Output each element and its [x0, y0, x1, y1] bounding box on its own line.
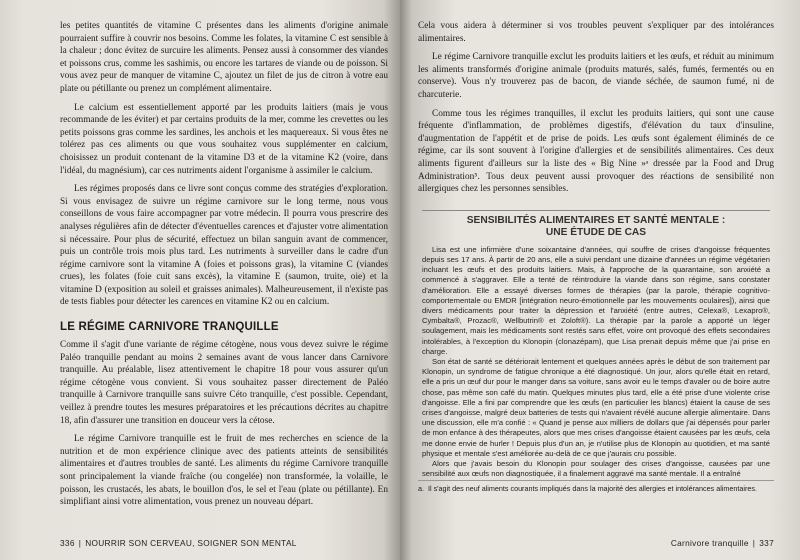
right-paragraph: Cela vous aidera à déterminer si vos troubles peuvent s'expliquer par des intolérances alimentaires.	[418, 21, 774, 44]
left-paragraph: Le régime Carnivore tranquille est le fruit de mes recherches en science de la nutrition et de mon expérience clinique avec des patients atteints de sensibilités alimentaires et d'autres troubles de santé. Les aliments du régime Carnivore tranquille sont principalement la viande fraîche (ou congelée) non transformée, la volaille, le poisson, les crustacés, les abats, le bouillon d'os, le sel et l'eau (plate ou pétillante). En simplifiant ainsi votre alimentation, vous prenez un nouveau départ.	[60, 434, 388, 508]
running-header: Carnivore tranquille	[670, 538, 749, 548]
right-page	[400, 0, 800, 560]
left-paragraph: les petites quantités de vitamine C présentes dans les aliments d'origine animale pourraient suffire à couvrir nos besoins. Comme les folates, la vitamine C est sensible à la chaleur ; donc évitez de surcuire les aliments. Pensez aussi à consommer des viandes et poissons crus, comme les sashimis, ou encore les tartares de viande ou de poisson. Si vous avez peur de manquer de vitamine C, ajoutez un filet de jus de citron à votre eau plate ou pétillante ou prenez un complément alimentaire.	[60, 21, 388, 94]
page-number: 337	[759, 538, 774, 548]
left-body-text-after	[60, 339, 388, 509]
right-paragraph: Comme tous les régimes tranquilles, il exclut les produits laitiers, qui sont une cause fréquente d'inflammation, de problèmes digestifs, d'élévation du taux d'insuline, d'augmentation de l'appétit et de prise de poids. Les œufs sont également éliminés de ce régime, car ils sont souvent à l'origine d'allergies et de sensibilités alimentaires. Ces deux aliments figurent d'ailleurs sur la liste des « Big Nine »ᵃ dressée par la Food and Drug Administration⁵. Tous deux peuvent aussi provoquer des réactions de sensibilité non allergiques chez les personnes sensibles.	[418, 108, 774, 195]
right-folio: Carnivore tranquille | 337	[670, 538, 774, 548]
running-header: NOURRIR SON CERVEAU, SOIGNER SON MENTAL	[85, 538, 297, 548]
page-number: 336	[60, 538, 75, 548]
case-study-box	[418, 210, 774, 480]
case-study-title-line-1: SENSIBILITÉS ALIMENTAIRES ET SANTÉ MENTALE :	[466, 214, 726, 226]
case-paragraph: Alors que j'avais besoin du Klonopin pour soulager des crises d'angoisse, causées par une sensibilité aux œufs non diagnostiquée, il a finalement aggravé ma santé mentale. Il a entraîné	[422, 458, 770, 479]
right-paragraph: Le régime Carnivore tranquille exclut les produits laitiers et les œufs, et réduit au minimum les aliments transformés d'origine animale (produits maturés, salés, fumés, fermentés ou en conserve). Vous n'y trouverez pas de bacon, de viande séchée, de saumon fumé, ni de charcuterie.	[418, 52, 774, 100]
footnote-text: Il s'agit des neuf aliments courants impliqués dans la majorité des allergies et intolérances alimentaires.	[428, 484, 757, 493]
left-body-text	[60, 20, 388, 309]
footnote	[418, 480, 774, 493]
left-folio: 336 | NOURRIR SON CERVEAU, SOIGNER SON MENTAL	[60, 538, 297, 548]
right-body-text	[418, 20, 774, 196]
case-study-title-line-2: UNE ÉTUDE DE CAS	[545, 226, 647, 238]
section-heading: LE RÉGIME CARNIVORE TRANQUILLE	[60, 321, 279, 334]
case-paragraph: Son état de santé se détériorait lentement et quelques années après le début de son traitement par Klonopin, un syndrome de fatigue chronique a été diagnostiqué. Un jour, alors qu'elle était en retard, elle a pris un œuf dur pour le manger dans sa voiture, sans avoir eu le temps d'avaler ou de boire autre chose, pas même son café du matin. Quelques minutes plus tard, elle a été prise d'une violente crise d'angoisse. Elle a fini par comprendre que les œufs (en particulier les blancs) étaient la cause de ses crises d'angoisse, malgré deux batteries de tests qui n'avaient révélé aucune allergie alimentaire. Dans une discussion, elle m'a confié : « Quand je pense aux milliers de dollars que j'ai dépensés pour parler de mon enfance à des thérapeutes, alors que mes crises d'angoisse étaient causées par les œufs, cela me donne envie de hurler ! Depuis plus d'un an, je n'utilise plus de Klonopin au quotidien, et ma santé physique et mentale s'est améliorée au-delà de ce que j'aurais cru possible.	[422, 356, 770, 458]
case-paragraph: Lisa est une infirmière d'une soixantaine d'années, qui souffre de crises d'angoisse fréquentes depuis ses 17 ans. À partir de 20 ans, elle a suivi pendant une dizaine d'années un régime végétarien incluant les œufs et des produits laitiers. Mais, à l'approche de la quarantaine, son anxiété a commencé à s'aggraver. Elle a tenté de réintroduire la viande dans son régime, sans constater d'amélioration. Elle a essayé diverses formes de thérapies (par la parole, thérapie cognitivo-comportementale ou EMDR [intégration neuro-émotionnelle par les mouvements oculaires]), ainsi que divers médicaments pour traiter la dépression et l'anxiété (entre autres, Celexa®, Lexapro®, Cymbalta®, Prozac®, Wellbutrin® et Zoloft®). La thérapie par la parole a apporté un léger soulagement, mais les médicaments sont restés sans effet, voire ont provoqué des effets secondaires intolérables, à l'exception du Klonopin (clonazépam), que Lisa prenait depuis même que j'ai prise en charge.	[422, 244, 770, 356]
left-paragraph: Comme il s'agit d'une variante de régime cétogène, nous vous devez suivre le régime Paléo tranquille pendant au moins 2 semaines avant de vous lancer dans Carnivore tranquille. Au préalable, lisez attentivement le chapitre 18 pour vous assurer qu'un régime cétogène vous convient. Si vous souhaitez passer directement de Paléo tranquille à Carnivore tranquille sans suivre Céto tranquille, c'est possible. Cependant, veillez à prendre toutes les mesures préparatoires et les précautions décrites au chapitre 18, afin d'assurer une transition en douceur vers la cétose.	[60, 340, 388, 426]
footnote-marker: a.	[418, 484, 424, 493]
left-paragraph: Le calcium est essentiellement apporté par les produits laitiers (mais je vous recommande de les éviter) et par certains produits de la mer, comme les crevettes ou les petits poissons gras comme les sardines, les anchois et les maquereaux. Si vous êtes ne tolérez pas ces aliments ou que vous souhaitez vous supplémenter en calcium, choisissez un produit contenant de la vitamine D3 et de la vitamine K2 (voire, dans l'idéal, du magnésium), car ces nutriments aident l'organisme à assimiler le calcium.	[60, 102, 388, 176]
case-study-text	[418, 245, 774, 480]
left-paragraph: Les régimes proposés dans ce livre sont conçus comme des stratégies d'exploration. Si vous envisagez de suivre un régime carnivore sur le long terme, nous vous conseillons de vous faire accompagner par votre médecin. Il pourra vous prescrire des analyses régulières afin de détecter d'éventuelles carences et d'ajuster votre alimentation si nécessaire. Pour plus de sécurité, effectuez un bilan sanguin avant de commencer, puis un contrôle trois mois plus tard. Les nutriments à surveiller dans le cadre d'un régime carnivore sont la vitamine A (foies et poissons gras), la vitamine C (viandes crues), les folates (foie cuit sans excès), la vitamine E (saumon, truite, oie) et la vitamine D (exposition au soleil et graisses animales). Malheureusement, il n'existe pas de tests fiables pour détecter les carences en vitamine K2 ou en calcium.	[60, 184, 388, 308]
